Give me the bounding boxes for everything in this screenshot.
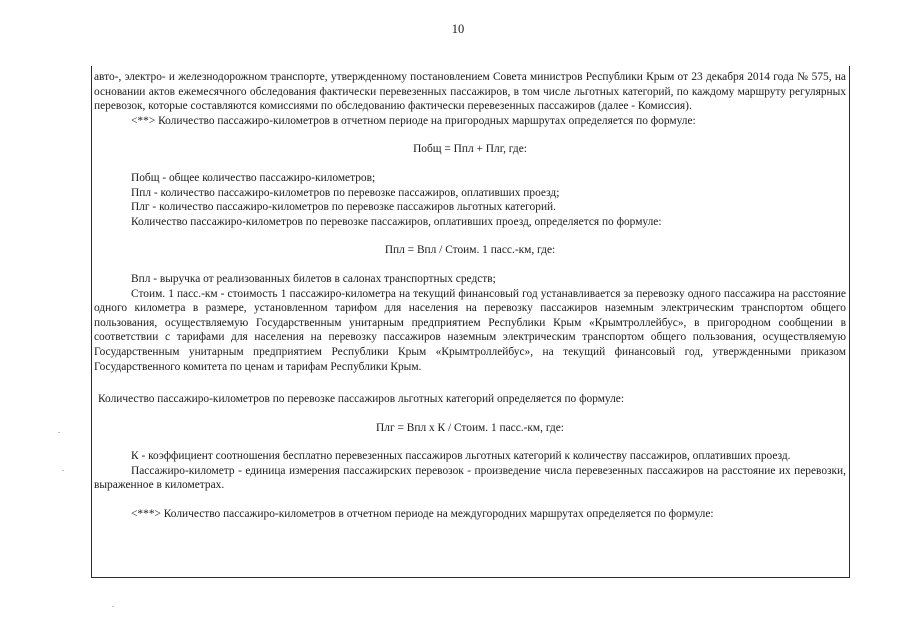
- formula-paid: Ппл = Впл / Стоим. 1 пасс.-км, где:: [384, 244, 556, 257]
- definition-coefficient: К - коэффициент соотношения бесплатно перевезенных пассажиров льготных категорий к количеству пассажиров, оплативших проезд.: [131, 450, 791, 463]
- paragraph-preferential-formula-intro: Количество пассажиро-километров по перевозке пассажиров льготных категорий определяется по формуле:: [98, 393, 625, 406]
- paragraph-paid-formula-intro: Количество пассажиро-километров по перевозке пассажиров, оплативших проезд, определяется по формуле:: [131, 215, 662, 228]
- scan-speck: [62, 470, 64, 471]
- formula-preferential: Плг = Впл х К / Стоим. 1 пасс.-км, где:: [376, 421, 564, 434]
- page-number: 10: [451, 22, 465, 36]
- scan-speck: [58, 432, 60, 433]
- paragraph-regulation-reference: авто-, электро- и железнодорожном транспорте, утвержденному постановлением Совета министров Республики Крым от 23 декабря 2014 года № 575, на основании актов ежемесячного обследования фактически перевезенных пассажиров, в том числе льготных категорий, по каждому маршруту регулярных перевозок, которые составляются комиссиями по обследованию фактически перевезенных пассажиров (далее - Комиссия).: [94, 71, 846, 113]
- paragraph-cost-per-km: Стоим. 1 пасс.-км - стоимость 1 пассажиро-километра на текущий финансовый год устанавливается за перевозку одного пассажира на расстояние одного километра в размере, установленном тарифом для населения на перевозку пассажиров наземным электрическим транспортом общего пользования, осуществляемую Государственным унитарным предприятием Республики Крым «Крымтроллейбус», в пригородном сообщении в соответствии с тарифами для населения на перевозку пассажиров наземным электрическим транспортом общего пользования, осуществляемую Государственным унитарным предприятием Республики Крым «Крымтроллейбус», на текущий финансовый год, утвержденными приказом Государственного комитета по ценам и тарифам Республики Крым.: [94, 287, 846, 373]
- paragraph-suburban-routes-intro: <**> Количество пассажиро-километров в отчетном периоде на пригородных маршрутах определяется по формуле:: [131, 114, 696, 127]
- definition-total: Побщ - общее количество пассажиро-километров;: [131, 171, 376, 184]
- scan-speck: [112, 606, 114, 607]
- definition-revenue: Впл - выручка от реализованных билетов в салонах транспортных средств;: [131, 272, 496, 285]
- definition-passenger-km: Пассажиро-километр - единица измерения пассажирских перевозок - произведение числа перевезенных пассажиров на расстояние их перевозки, выраженное в километрах.: [94, 464, 846, 492]
- definition-paid: Ппл - количество пассажиро-километров по перевозке пассажиров, оплативших проезд;: [131, 186, 560, 199]
- definition-preferential: Плг - количество пассажиро-километров по перевозке пассажиров льготных категорий.: [131, 201, 556, 214]
- formula-total: Побщ = Ппл + Плг, где:: [413, 143, 527, 156]
- paragraph-intercity-routes-intro: <***> Количество пассажиро-километров в отчетном периоде на междугородних маршрутах определяется по формуле:: [131, 508, 714, 521]
- document-body: [94, 70, 846, 522]
